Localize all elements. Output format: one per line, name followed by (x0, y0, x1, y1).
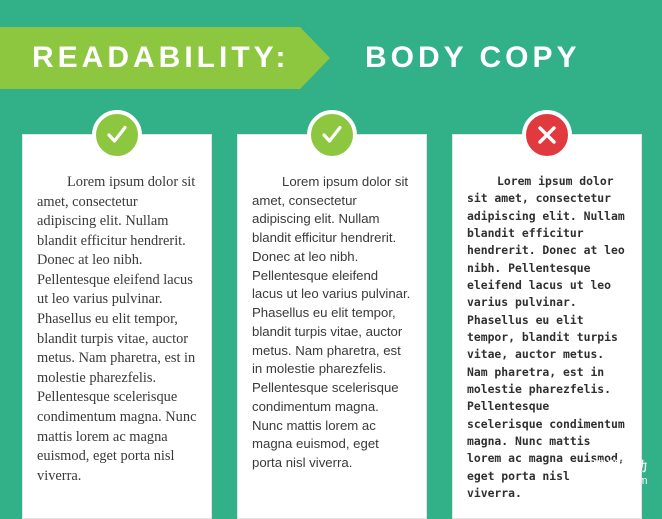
body-copy-text: Lorem ipsum dolor sit amet, consectetur adipiscing elit. Nullam blandit efficitur hendrerit. Donec at leo nibh. Pellentesque eleifend lacus ut leo varius pulvinar. Phasellus eu elit tempor, blandit turpis vitae, auctor metus. Nam pharetra, est in molestie pharezfelis. Pellentesque scelerisque condimentum magna. Nunc mattis lorem ac magna euismod, eget porta nisl viverra. (37, 174, 197, 484)
comparison-columns (22, 134, 642, 519)
body-copy-text: Lorem ipsum dolor sit amet, consectetur adipiscing elit. Nullam blandit efficitur hendrerit. Donec at leo nibh. Pellentesque eleifend lacus ut leo varius pulvinar. Phasellus eu elit tempor, blandit turpis vitae, auctor metus. Nam pharetra, est in molestie pharezfelis. Pellentesque scelerisque condimentum magna. Nunc mattis lorem ac magna euismod, eget porta nisl viverra. (252, 174, 411, 471)
column-card-sans (237, 134, 427, 519)
header-banner (0, 27, 662, 89)
watermark (572, 459, 648, 489)
body-copy-text: Lorem ipsum dolor sit amet, consectetur adipiscing elit. Nullam blandit efficitur hendrerit. Donec at leo nibh. Pellentesque eleifend lacus ut leo varius pulvinar. Phasellus eu elit tempor, blandit turpis vitae, auctor metus. Nam pharetra, est in molestie pharezfelis. Pellentesque scelerisque condimentum magna. Nunc mattis lorem ac magna euismod, eget porta nisl viverra. (467, 174, 625, 500)
page-title-left: READABILITY: (32, 41, 290, 74)
x-icon (522, 110, 572, 160)
watermark-url: www.ciya.com (572, 475, 648, 488)
column-card-serif (22, 134, 212, 519)
watermark-name: 思洋互动 (591, 459, 648, 474)
check-icon (92, 110, 142, 160)
page-title-right: BODY COPY (365, 41, 581, 74)
check-icon (307, 110, 357, 160)
